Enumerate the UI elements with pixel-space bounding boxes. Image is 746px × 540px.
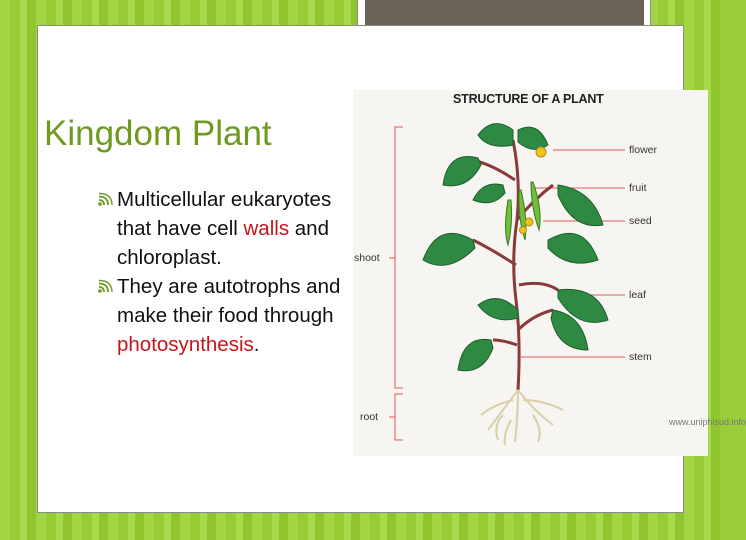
pods [506,182,541,245]
bullet-2-text-b: . [253,333,260,356]
figure-watermark: www.uniphisud.info [669,417,746,427]
bullet-1-text-a: Multicellular eukaryotes that have cell [117,188,332,240]
label-leaf: leaf [629,289,646,301]
wifi-bullet-icon [97,193,113,207]
bullet-1-text-b: and chloroplast. [117,217,329,269]
slide-title: Kingdom Plant [44,114,272,153]
label-seed: seed [629,215,652,227]
figure-title: STRUCTURE OF A PLANT [453,92,604,106]
bullet-2-text-a: They are autotrophs and make their food through [117,275,341,327]
roots [481,390,563,445]
label-fruit: fruit [629,182,647,194]
bracket-lines [389,127,403,440]
wifi-bullet-icon [97,280,113,294]
label-stem: stem [629,351,652,363]
bullet-item-2 [97,272,347,359]
label-root: root [360,411,379,423]
bullet-1-highlight-walls: walls [243,217,290,240]
label-flower: flower [629,144,658,156]
plant-structure-figure [353,90,746,456]
bullet-list [97,185,347,359]
bullet-item-1 [97,185,347,272]
label-shoot: shoot [354,252,380,264]
bullet-2-highlight-photosynthesis: photosynthesis [117,333,254,356]
